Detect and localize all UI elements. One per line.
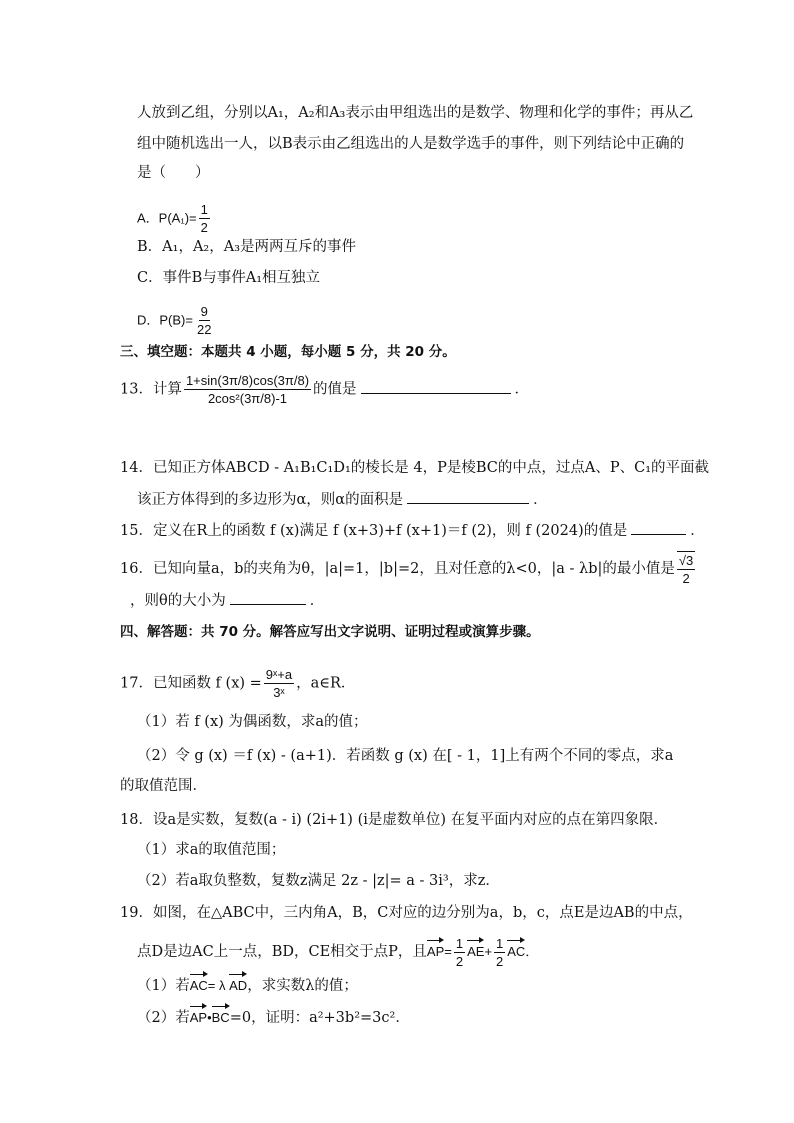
q16-line1: 16．已知向量a，b的夹角为θ，|a|=1，|b|=2，且对任意的λ<0，|a - λb|的最小值是 $\frac{√3}{2}$ [120, 553, 694, 586]
q19-line1: 19．如图，在△ABC中，三内角A，B，C对应的边分别为a，b，c，点E是边AB的中点， [120, 905, 693, 921]
q12-option-b: B．A₁，A₂，A₃是两两互斥的事件 [137, 239, 357, 255]
q19-part2: （2）若AP•BC=0，证明：a²+3b²=3c²． [137, 1010, 410, 1026]
q16-line2: ，则θ的大小为 ． [130, 590, 324, 611]
q12-option-c: C．事件B与事件A₁相互独立 [137, 270, 321, 286]
q15: 15．定义在R上的函数 f (x)满足 f (x+3)+f (x+1)＝f (2)，则 f (2024)的值是 ． [120, 520, 705, 541]
q13: 13．计算 $\frac{1+\sin(3\pi/8)\cos(3\pi/8)}{\text{2cos²(3π/8)-1}}$ 的值是 ． [120, 373, 530, 406]
q18-stem: 18．设a是实数，复数(a - i) (2i+1) (i是虚数单位) 在复平面内对应的点在第四象限． [120, 812, 669, 828]
q18-part1: （1）求a的取值范围； [137, 842, 286, 858]
q18-part2: （2）若a取负整数，复数z满足 2z - |z|= a - 3i³，求z． [137, 873, 500, 889]
q12-option-a: A．P(A₁)= $\frac{1}{2}$ [137, 202, 208, 235]
section-4-heading: 四、解答题：共 70 分。解答应写出文字说明、证明过程或演算步骤。 [120, 624, 540, 640]
q12-line2: 组中随机选出一人，以B表示由乙组选出的人是数学选手的事件，则下列结论中正确的 [137, 136, 685, 152]
answer-blank-15 [631, 520, 686, 535]
q17-part2-cont: 的取值范围． [120, 778, 207, 794]
answer-blank-14 [407, 489, 529, 504]
q17-part2: （2）令 g (x) ＝f (x) - (a+1)．若函数 g (x) 在[ - 1，1]上有两个不同的零点，求a [137, 748, 674, 764]
q19-line2: 点D是边AC上一点，BD，CE相交于点P，且AP= $\frac{1}{2}$ AE+ $\frac{1}{2}$ AC． [137, 936, 539, 969]
q12-option-d: D．P(B)= $\frac{9}{22}$ [137, 304, 212, 337]
answer-blank-16 [230, 590, 306, 605]
q19-part1: （1）若AC= λ AD，求实数λ的值； [137, 978, 358, 994]
q12-line3: 是（ ） [137, 165, 210, 181]
answer-blank-13 [361, 379, 511, 394]
q14-line1: 14．已知正方体ABCD - A₁B₁C₁D₁的棱长是 4，P是棱BC的中点，过点A、P、C₁的平面截 [120, 460, 710, 476]
q14-line2: 该正方体得到的多边形为α，则α的面积是 ． [137, 489, 548, 510]
q17-stem: 17．已知函数 f (x) = $\frac{\text{9ˣ+a}}{\text{3ˣ}}$ ，a∈R． [120, 667, 356, 700]
q12-line1: 人放到乙组，分别以A₁，A₂和A₃表示由甲组选出的是数学、物理和化学的事件；再从乙 [137, 105, 694, 121]
section-3-heading: 三、填空题：本题共 4 小题，每小题 5 分，共 20 分。 [120, 344, 456, 360]
q17-part1: （1）若 f (x) 为偶函数，求a的值； [137, 714, 368, 730]
